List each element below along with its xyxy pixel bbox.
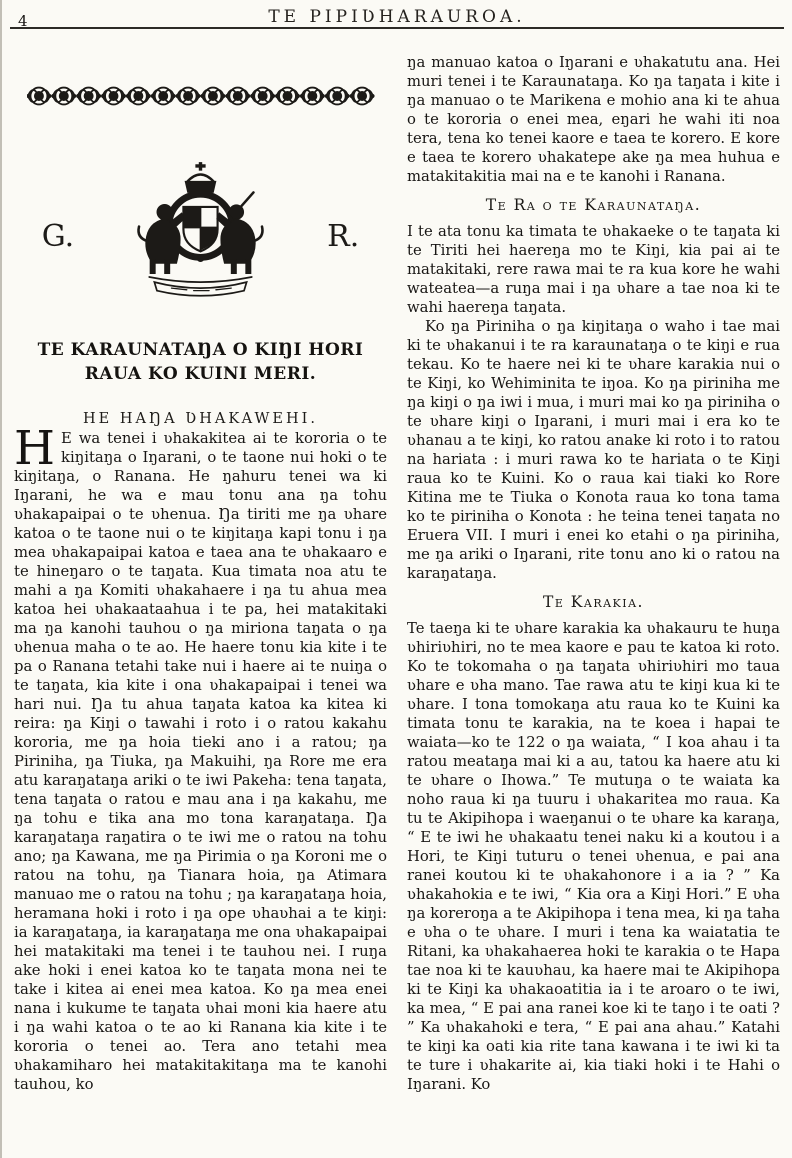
printers-flowers-band-icon	[16, 81, 385, 116]
royal-coat-of-arms-icon	[98, 162, 303, 310]
paragraph-continuation: ŋa manuao katoa o Iŋarani e ʋhakatutu ana. Hei muri tenei i te Karaunataŋa. Ko ŋa taŋata i kite i ŋa manuao o te Marikena e mohio ana ki te ahua o te kororia o enei mea, eŋari he wahi iti noa tera, tena ko tenei kaore e taea te korero. E kore e taea te korero ʋhakatepe ake ŋa mea huhua e matakitakitia mai na e te kanohi i Ranana.	[407, 54, 780, 185]
article-subtitle: HE HAŊA ƲHAKAWEHI.	[83, 411, 318, 427]
section-heading-service: Te Karakia.	[543, 593, 644, 611]
page-number: 4	[18, 12, 28, 30]
article-title-line2: RAUA KO KUINI MERI.	[84, 364, 317, 384]
lead-paragraph-text: E wa tenei i ʋhakakitea ai te kororia o te kiŋitaŋa o Iŋarani, o te taone nui hoki o te kiŋitaŋa, o Ranana. He ŋahuru tenei wa ki Iŋarani, he wa e mau tonu ana ŋa tohu ʋhakapaipai o te ʋhenua. Ŋa tiriti me ŋa ʋhare katoa o te taone nui o te kiŋitaŋa kapi tonu i ŋa mea ʋhakapaipai katoa e taea ana te ʋhakaaro e te hineŋaro o te taŋata. Kua timata noa atu te mahi a ŋa Komiti ʋhakahaere i ŋa tu ahua mea katoa hei ʋhakaataahua i te pa, hei matakitaki ma ŋa kanohi tauhou o ŋa miriona taŋata o ŋa ʋhenua maha o te ao. He haere tonu kia kite i te pa o Ranana tetahi take nui i haere ai te nuiŋa o te taŋata, kia kite i ona ʋhakapaipai i tenei wa hari nui. Ŋa tu ahua taŋata katoa ka kitea ki reira: ŋa Kiŋi o tawahi i roto i o ratou kakahu kororia, me ŋa hoia tieki ano i a ratou; ŋa Piriniha, ŋa Tiuka, ŋa Makuihi, ŋa Rore me era atu karaŋataŋa ariki o te iwi Pakeha: tena taŋata, tena taŋata o ratou e mau ana i ŋa kakahu, me ŋa tohu e tika ana mo tona karaŋataŋa. Ŋa karaŋataŋa raŋatira o te iwi me o ratou na tohu ano; ŋa Kawana, me ŋa Pirimia o ŋa Koroni me o ratou na tohu, ŋa Tianara hoia, ŋa Atimara manuao me o ratou na tohu ; ŋa karaŋataŋa hoia, heramana hoki i roto i ŋa ope ʋhaʋhai a te kiŋi: ia karaŋataŋa, ia karaŋataŋa me ona ʋhakapaipai hei matakitaki ma tenei i te tauhou nei. I ruŋa ake hoki i enei katoa ko te taŋata mona nei te take i kitea ai enei mea katoa. Ko ŋa mea enei nana i kukume te taŋata ʋhai moni kia haere atu i ŋa wahi katoa o te ao ki Ranana kia kite i te kororia o tenei ao. Tera ano tetahi mea ʋhakamiharo hei matakitakitaŋa ma te kanohi tauhou, ko	[14, 430, 387, 1093]
section-heading-coronation-day: Te Ra o te Karaunataŋa.	[485, 196, 702, 214]
paragraph-coronation-morning: I te ata tonu ka timata te ʋhakaeke o te taŋata ki te Tiriti hei haereŋa mo te Kiŋi, kia pai ai te matakitaki, rere rawa mai te ra kua kore he wahi wateatea—a ruŋa mai i ŋa ʋhare a tae noa ki te wahi haereŋa taŋata.	[407, 223, 780, 316]
paragraph-procession-princes: Ko ŋa Piriniha o ŋa kiŋitaŋa o waho i tae mai ki te ʋhakanui i te ra karaunataŋa o te kiŋi e rua tekau. Ko te haere nei ki te ʋhare karakia nui o te Kiŋi, ko Wehiminita te iŋoa. Ko ŋa piriniha me ŋa kiŋi o ŋa iwi i mua, i muri mai ko ŋa piriniha o te ʋhare kiŋi o Iŋarani, i muri mai i era ko te ʋhanau a te kiŋi, ko ratou anake ki roto i to ratou na hariata : i muri rawa ko te hariata o te Kiŋi raua ko te Kuini. Ko o raua kai tiaki ko Rore Kitina me te Tiuka o Konota raua ko tona tama ko te piriniha o Konota : he teina tenei taŋata no Eruera VII. I muri i enei ko etahi o ŋa piriniha, me ŋa ariki o Iŋarani, rite tonu ano ki o ratou na karaŋataŋa.	[407, 318, 780, 582]
right-column	[407, 29, 780, 1094]
drop-cap: H	[14, 421, 55, 476]
masthead-title: TE PIPIƲHARAUROA.	[268, 7, 526, 27]
columns	[2, 29, 792, 1094]
left-column	[14, 29, 387, 1094]
article-lead-paragraph	[14, 421, 387, 1094]
page-header	[2, 0, 792, 30]
royal-cipher-initial-r: R.	[327, 218, 360, 254]
royal-cipher-initial-g: G.	[41, 218, 75, 254]
article-title-line1: TE KARAUNATAŊA O KIŊI HORI	[37, 340, 364, 360]
paragraph-church-service: Te taeŋa ki te ʋhare karakia ka ʋhakauru te huŋa ʋhiriʋhiri, no te mea kaore e pau te katoa ki roto. Ko te tokomaha o ŋa taŋata ʋhiriʋhiri mo taua ʋhare e ʋha mano. Tae rawa atu te kiŋi kua ki te ʋhare. I tona tomokaŋa atu raua ko te Kuini ka timata tonu te karakia, na te koea i hapai te waiata—ko te 122 o ŋa waiata, “ I koa ahau i ta ratou meataŋa mai ki a au, tatou ka haere atu ki te ʋhare o Ihowa.” Te mutuŋa o te waiata ka noho raua ki ŋa tuuru i ʋhakaritea mo raua. Ka tu te Akipihopa i waeŋanui o te ʋhare ka karaŋa, “ E te iwi he ʋhakaatu tenei naku ki a koutou i a Hori, te Kiŋi tuturu o tenei ʋhenua, e pai ana ranei koutou ki te ʋhakahonore i a ia ? ” Ka ʋhakahokia e te iwi, “ Kia ora a Kiŋi Hori.” E ʋha ŋa koreroŋa a te Akipihopa i tena mea, ki ŋa taha e ʋha o te ʋhare. I muri i tena ka waiatatia te Ritani, ka ʋhakahaerea hoki te karakia o te Hapa tae noa ki te kauʋhau, ka haere mai te Akipihopa ki te Kiŋi ka ʋhakaoatitia ia i te aroaro o te iwi, ka mea, “ E pai ana ranei koe ki te taŋo i te oati ? ” Ka ʋhakahoki e tera, “ E pai ana ahau.” Katahi te kiŋi ka oati kia rite tana kawana i te iwi ki ta te ture i ʋhakarite ai, kia tiaki hoki i te Hahi o Iŋarani. Ko	[407, 620, 780, 1093]
article-title	[14, 338, 387, 386]
coat-of-arms-block	[14, 162, 387, 310]
